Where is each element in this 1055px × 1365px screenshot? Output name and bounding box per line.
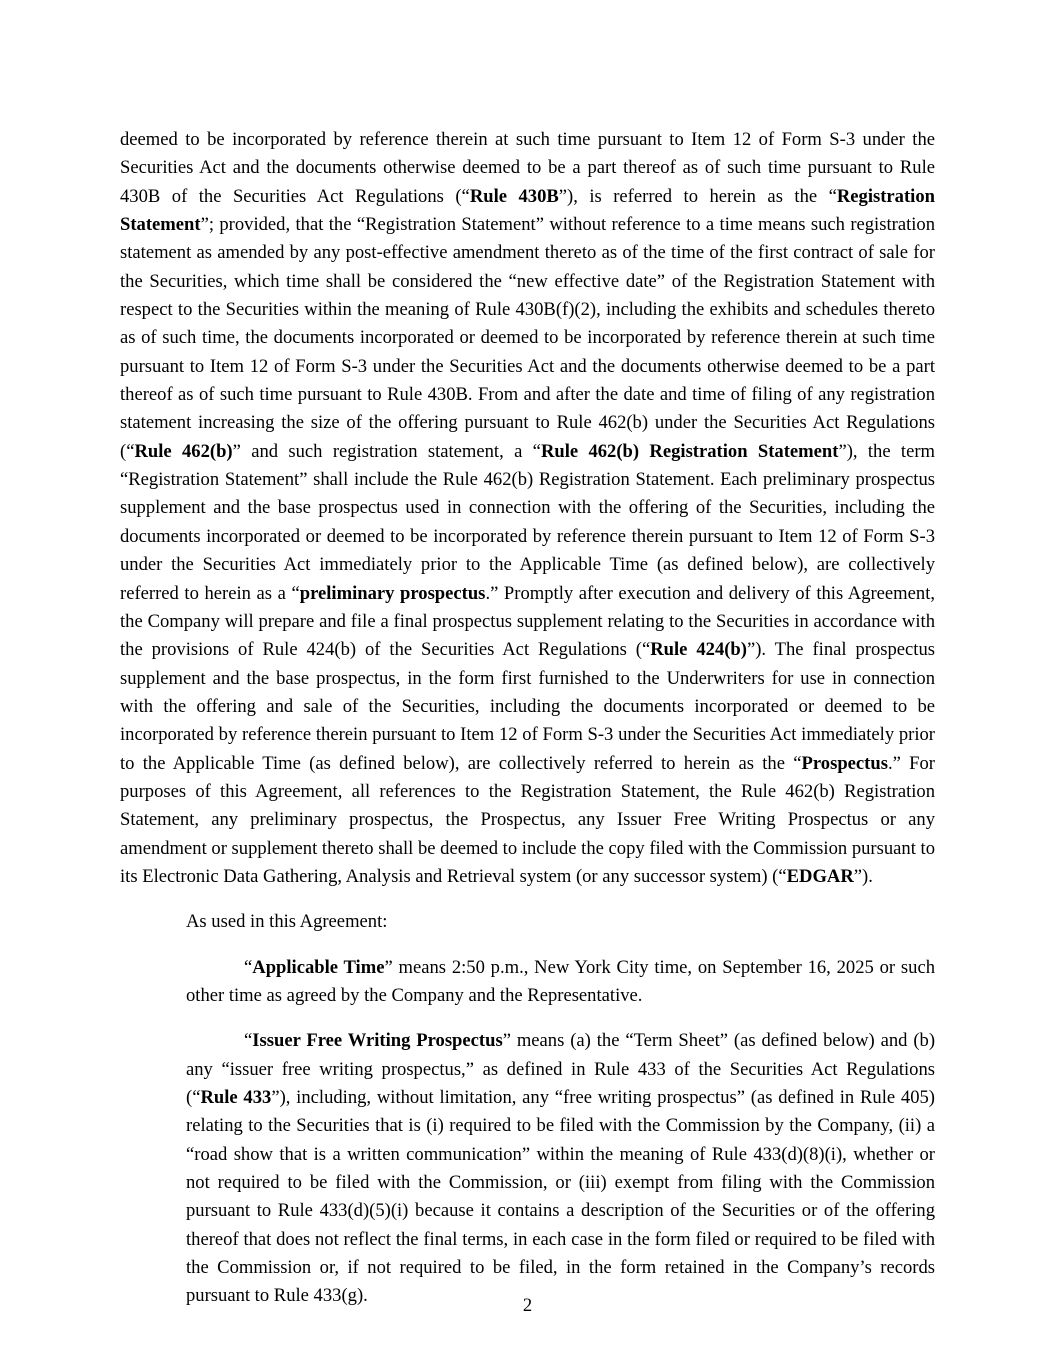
text-run: ”). The final prospectus supplement and the base prospectus, in the form first furnished to the Underwriters for use in connection with the offering and sale of the Securities, including the documents incorporated or deemed to be incorporated by reference therein pursuant to Item 12 of Form S-3 under the Securities Act immediately prior to the Applicable Time (as defined below), are collectively referred to herein as the “: [120, 639, 935, 774]
defined-term: Rule 433: [200, 1087, 272, 1108]
text-run: ” and such registration statement, a “: [232, 440, 541, 462]
text-run: ”; provided, that the “Registration Statement” without reference to a time means such registration statement as amended by any post-effective amendment thereto as of the time of the first contract of sale for the Securities, which time shall be considered the “new effective date” of the Registration Statement with respect to the Securities within the meaning of Rule 430B(f)(2), including the exhibits and schedules thereto as of such time, the documents incorporated or deemed to be incorporated by reference therein at such time pursuant to Item 12 of Form S-3 under the Securities Act and the documents otherwise deemed to be a part thereof as of such time pursuant to Rule 430B. From and after the date and time of filing of any registration statement increasing the size of the offering pursuant to Rule 462(b) under the Securities Act Regulations (“: [120, 214, 935, 462]
text-run: “: [244, 956, 253, 978]
text-run: ”), including, without limitation, any “free writing prospectus” (as defined in Rule 405) relating to the Securities that is (i) required to be filed with the Commission by the Company, (ii) a “road show that is a written communication” within the meaning of Rule 433(d)(8)(i), whether or not required to be filed with the Commission, or (iii) exempt from filing with the Commission pursuant to Rule 433(d)(5)(i) because it contains a description of the Securities or of the offering thereof that does not reflect the final terms, in each case in the form filed or required to be filed with the Commission or, if not required to be filed, in the form retained in the Company’s records pursuant to Rule 433(g).: [186, 1087, 935, 1307]
defined-term: EDGAR: [786, 865, 854, 887]
defined-term: Rule 430B: [469, 185, 559, 207]
text-run: As used in this Agreement:: [186, 911, 388, 933]
paragraph: [120, 126, 935, 891]
defined-term: Issuer Free Writing Prospectus: [252, 1030, 503, 1052]
page-number: 2: [522, 1295, 533, 1316]
text-run: .” For purposes of this Agreement, all references to the Registration Statement, the Rule 462(b) Registration Statement, any preliminary prospectus, the Prospectus, any Issuer Free Writing Prospectus or any amendment or supplement thereto shall be deemed to include the copy filed with the Commission pursuant to its Electronic Data Gathering, Analysis and Retrieval system (or any successor system) (“: [120, 752, 935, 887]
paragraph: [186, 954, 935, 1011]
defined-term: Prospectus: [801, 752, 888, 774]
paragraph: [186, 1027, 935, 1310]
defined-term: Applicable Time: [252, 956, 385, 978]
text-run: “: [244, 1030, 253, 1052]
defined-term: Rule 462(b) Registration Statement: [540, 440, 839, 462]
text-run: deemed to be incorporated by reference therein at such time pursuant to Item 12 of Form S-3 under the Securities Act and the documents otherwise deemed to be a part thereof as of such time pursuant to Rule 430B of the Securities Act Regulations (“: [120, 129, 935, 207]
defined-term: Registration Statement: [120, 185, 935, 236]
text-run: ”), the term “Registration Statement” shall include the Rule 462(b) Registration Statement. Each preliminary prospectus supplement and the base prospectus used in connection with the offering of the Securities, including the documents incorporated or deemed to be incorporated by reference therein pursuant to Item 12 of Form S-3 under the Securities Act immediately prior to the Applicable Time (as defined below), are collectively referred to herein as a “: [120, 440, 936, 604]
text-run: ” means 2:50 p.m., New York City time, on September 16, 2025 or such other time as agreed by the Company and the Representative.: [186, 956, 935, 1006]
text-run: ” means (a) the “Term Sheet” (as defined below) and (b) any “issuer free writing prospectus,” as defined in Rule 433 of the Securities Act Regulations (“: [186, 1030, 936, 1108]
text-run: ”).: [853, 865, 873, 887]
defined-term: Rule 462(b): [134, 440, 233, 462]
text-run: .” Promptly after execution and delivery of this Agreement, the Company will prepare and file a final prospectus supplement relating to the Securities in accordance with the provisions of Rule 424(b) of the Securities Act Regulations (“: [120, 582, 936, 661]
text-run: ”), is referred to herein as the “: [558, 185, 837, 207]
defined-term: preliminary prospectus: [299, 582, 486, 604]
paragraph: [120, 908, 935, 936]
document-body: [120, 126, 935, 1311]
defined-term: Rule 424(b): [650, 639, 747, 661]
